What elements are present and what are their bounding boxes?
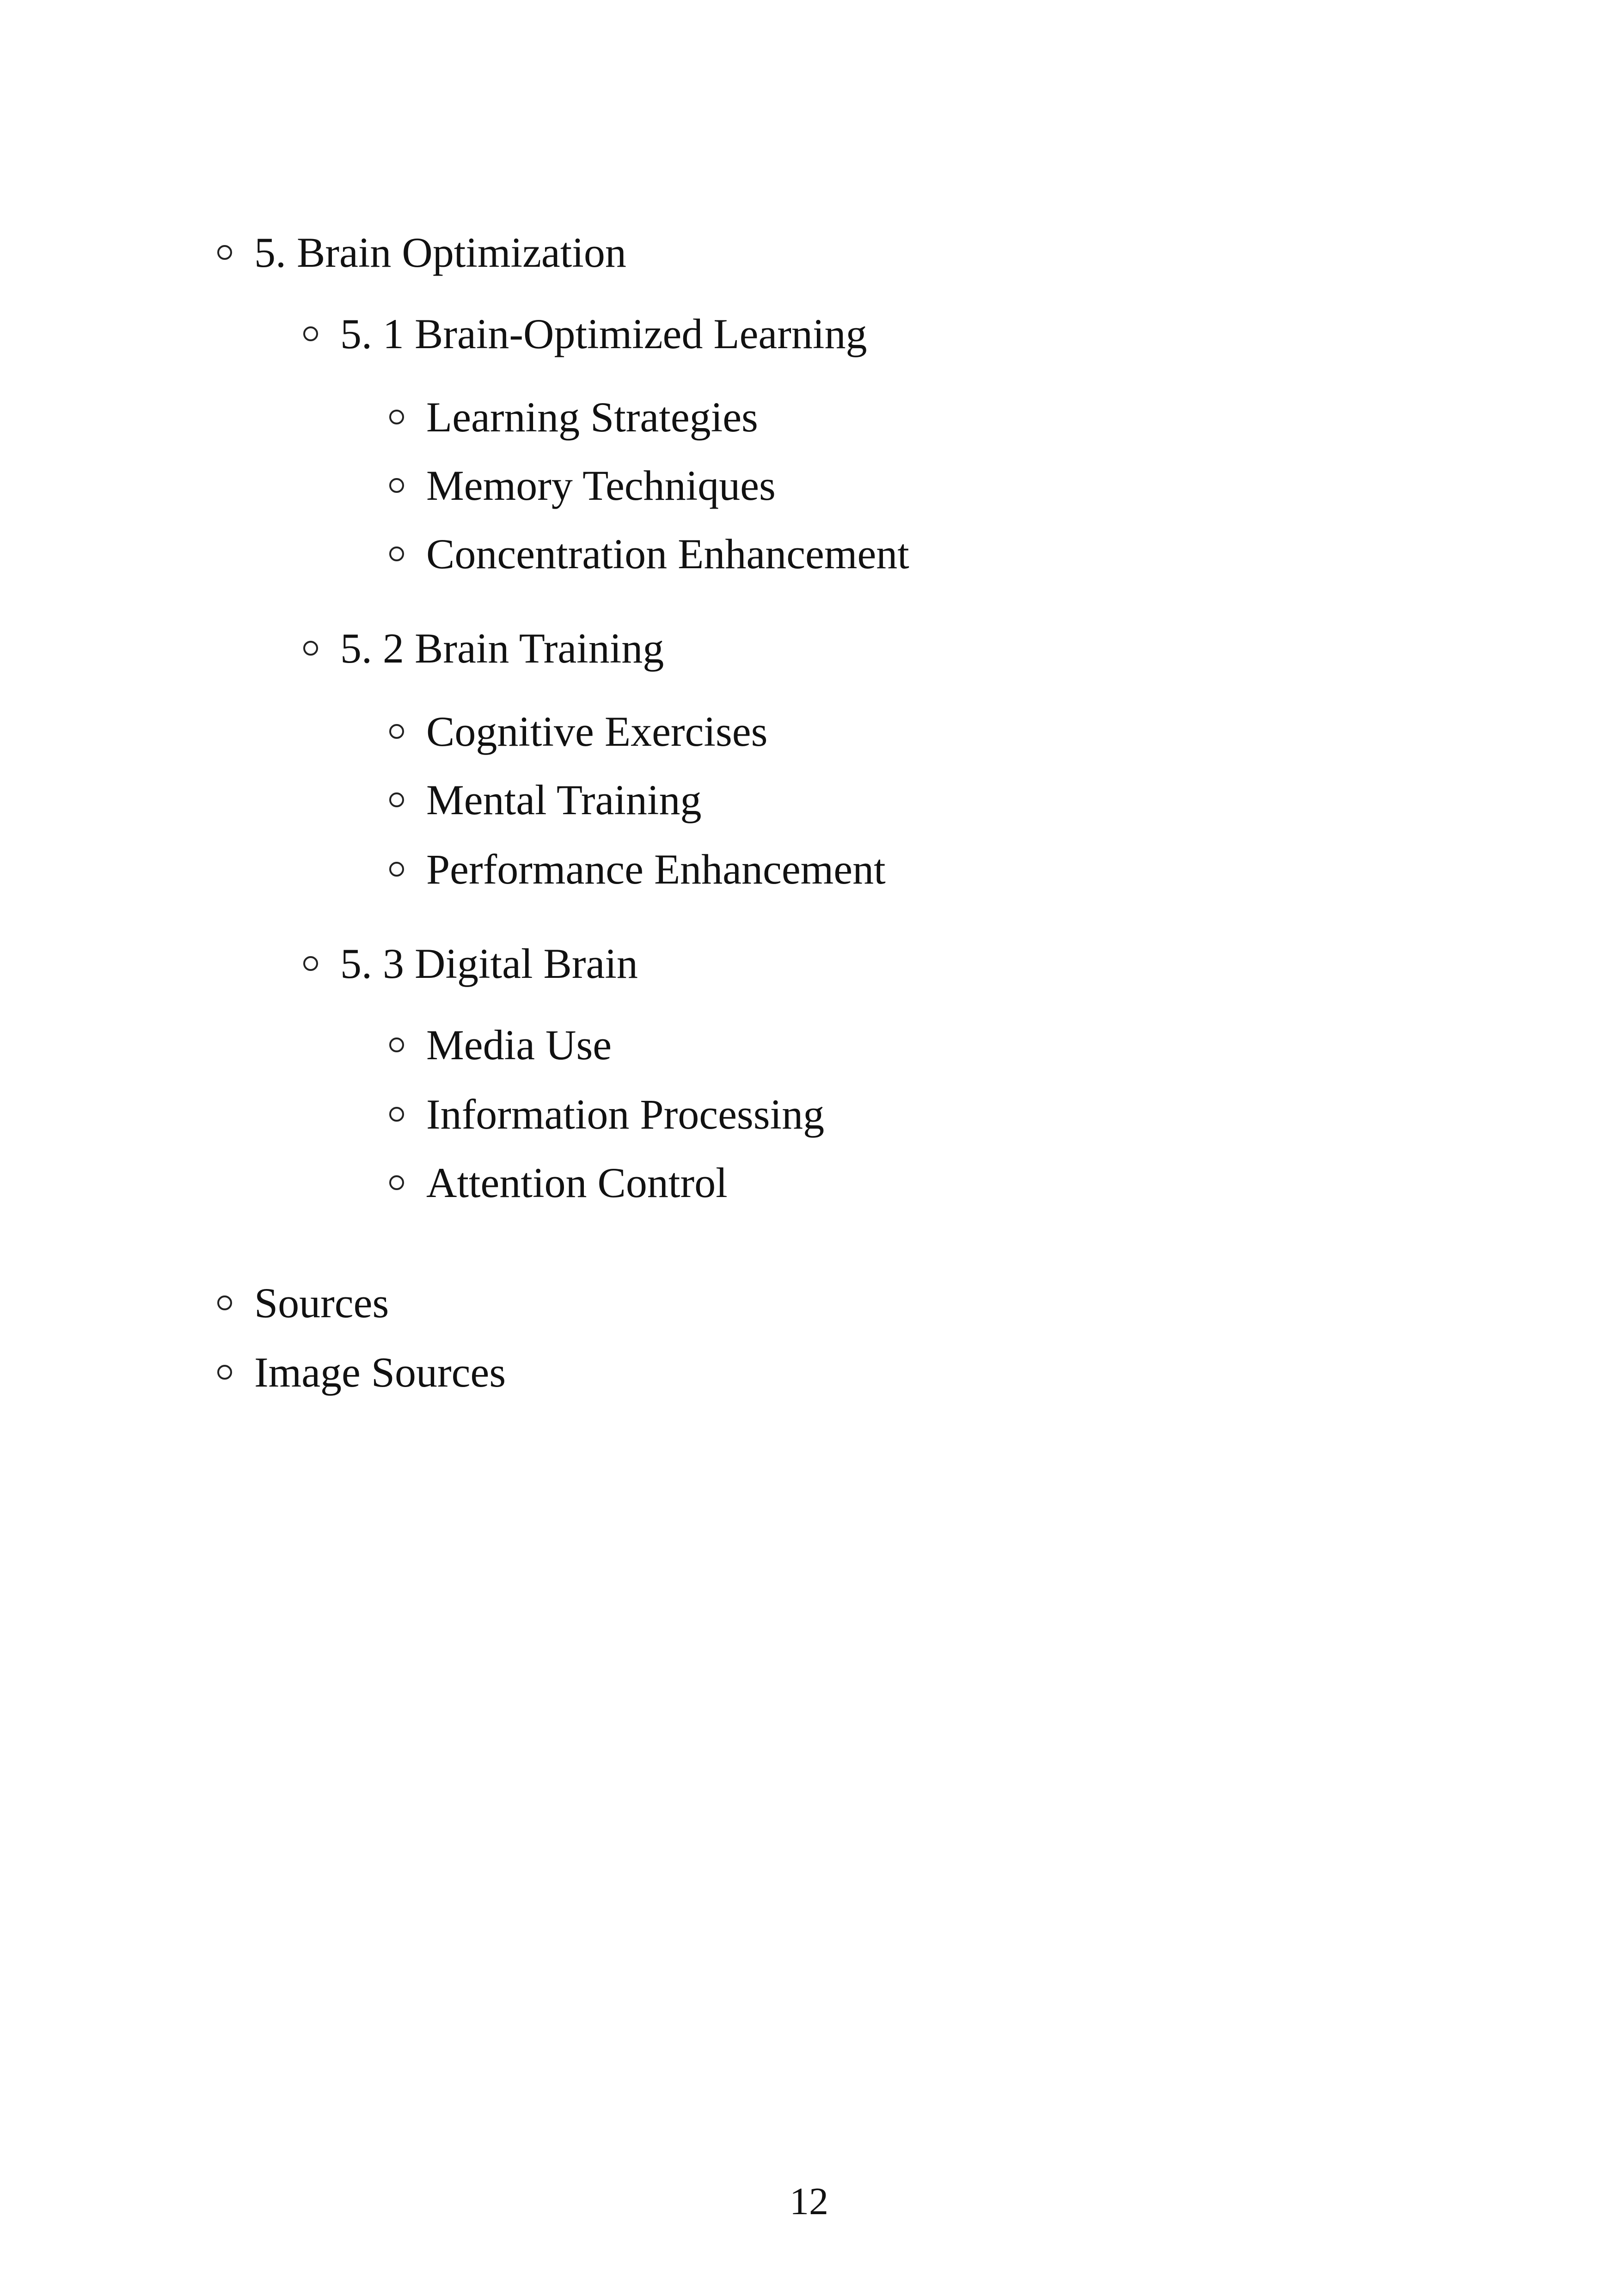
toc-entry-label: Information Processing: [426, 1091, 825, 1138]
toc-entry-image-sources[interactable]: [217, 1351, 506, 1394]
toc-entry-digital-brain[interactable]: [303, 942, 638, 985]
hollow-circle-bullet-icon: [389, 1107, 404, 1122]
hollow-circle-bullet-icon: [217, 1365, 232, 1380]
toc-entry-learning-strategies[interactable]: [389, 393, 758, 441]
hollow-circle-bullet-icon: [303, 326, 318, 341]
hollow-circle-bullet-icon: [389, 724, 404, 739]
page-number: 12: [790, 2180, 828, 2223]
toc-entry-label: Memory Techniques: [426, 462, 776, 509]
toc-entry-label: Concentration Enhancement: [426, 530, 909, 577]
toc-entry-concentration-enhancement[interactable]: [389, 530, 909, 577]
toc-entry-information-processing[interactable]: [389, 1093, 824, 1136]
toc-entry-label: Cognitive Exercises: [426, 708, 768, 755]
toc-entry-brain-training[interactable]: [303, 625, 664, 672]
toc-entry-mental-training[interactable]: [389, 776, 702, 823]
toc-entry-label: Image Sources: [254, 1349, 506, 1396]
toc-entry-brain-optimized-learning[interactable]: [303, 310, 867, 357]
hollow-circle-bullet-icon: [389, 1175, 404, 1190]
hollow-circle-bullet-icon: [303, 641, 318, 656]
hollow-circle-bullet-icon: [389, 1037, 404, 1052]
hollow-circle-bullet-icon: [389, 546, 404, 561]
hollow-circle-bullet-icon: [389, 410, 404, 424]
toc-entry-label: Attention Control: [426, 1159, 728, 1206]
hollow-circle-bullet-icon: [389, 792, 404, 807]
hollow-circle-bullet-icon: [217, 245, 232, 260]
toc-entry-label: 5. 2 Brain Training: [340, 625, 664, 672]
toc-entry-label: Mental Training: [426, 776, 702, 823]
hollow-circle-bullet-icon: [389, 478, 404, 493]
toc-entry-brain-optimization[interactable]: [217, 231, 626, 274]
hollow-circle-bullet-icon: [389, 862, 404, 877]
toc-entry-performance-enhancement[interactable]: [389, 846, 886, 893]
toc-entry-label: Sources: [254, 1279, 389, 1326]
toc-entry-media-use[interactable]: [389, 1021, 612, 1068]
hollow-circle-bullet-icon: [217, 1295, 232, 1310]
toc-entry-sources[interactable]: [217, 1279, 389, 1326]
toc-entry-memory-techniques[interactable]: [389, 464, 776, 507]
toc-entry-label: Performance Enhancement: [426, 846, 886, 893]
toc-entry-label: 5. 3 Digital Brain: [340, 940, 638, 987]
toc-entry-cognitive-exercises[interactable]: [389, 710, 767, 753]
toc-entry-label: Learning Strategies: [426, 393, 758, 441]
toc-entry-attention-control[interactable]: [389, 1161, 728, 1204]
toc-entry-label: 5. Brain Optimization: [254, 229, 626, 276]
toc-entry-label: 5. 1 Brain-Optimized Learning: [340, 310, 867, 357]
hollow-circle-bullet-icon: [303, 956, 318, 971]
toc-entry-label: Media Use: [426, 1021, 612, 1068]
